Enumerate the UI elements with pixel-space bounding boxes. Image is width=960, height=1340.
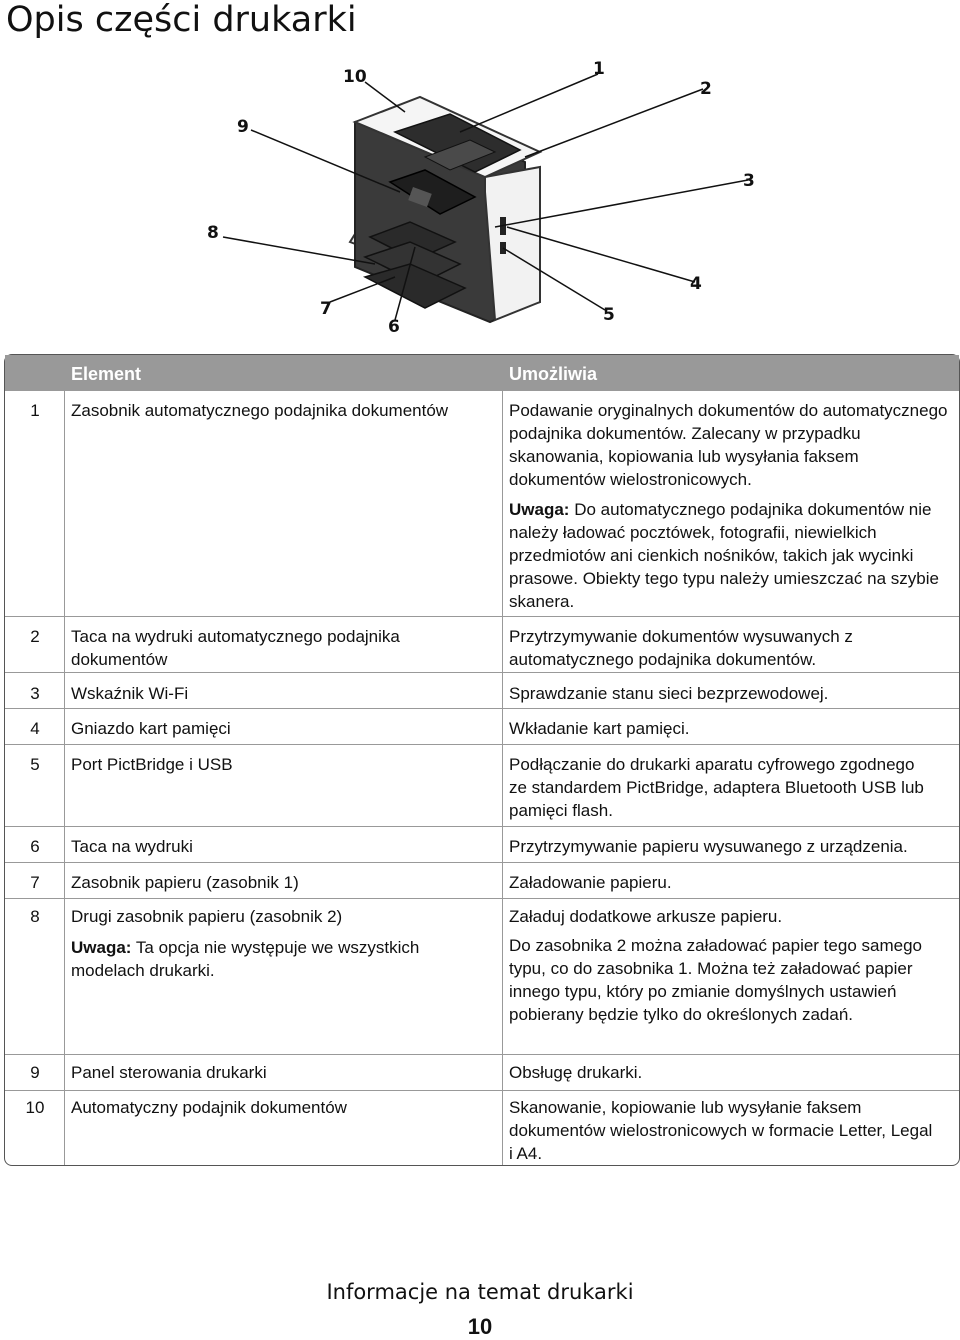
page-number: 10 xyxy=(467,1314,493,1339)
callout-2: 2 xyxy=(700,79,712,99)
row-number: 3 xyxy=(30,684,40,703)
row-purpose: Załaduj dodatkowe arkusze papieru. xyxy=(509,907,783,926)
row-number: 4 xyxy=(30,719,40,738)
note-label: Uwaga: xyxy=(509,500,570,519)
row-number: 6 xyxy=(30,837,40,856)
row-element: Zasobnik automatycznego podajnika dokumentów xyxy=(71,401,449,420)
row-divider xyxy=(5,898,959,899)
row-divider xyxy=(5,1054,959,1055)
row-number: 7 xyxy=(30,873,40,892)
row-element: Panel sterowania drukarki xyxy=(71,1063,267,1082)
row-number: 2 xyxy=(30,627,40,646)
row-element-note xyxy=(71,936,491,982)
callout-5: 5 xyxy=(603,305,615,325)
row-purpose: Skanowanie, kopiowanie lub wysyłanie faksem dokumentów wielostronicowych w formacie Letter, Legal i A4. xyxy=(509,1098,933,1163)
note-label: Uwaga: xyxy=(71,938,132,957)
row-divider xyxy=(5,862,959,863)
row-divider xyxy=(5,1090,959,1091)
row-purpose: Podłączanie do drukarki aparatu cyfrowego zgodnego ze standardem PictBridge, adaptera Bluetooth USB lub pamięci flash. xyxy=(509,755,924,820)
callout-6: 6 xyxy=(388,317,400,337)
row-element: Wskaźnik Wi-Fi xyxy=(71,684,189,703)
parts-table xyxy=(4,354,960,1166)
row-purpose: Przytrzymywanie dokumentów wysuwanych z automatycznego podajnika dokumentów. xyxy=(509,627,853,669)
row-purpose: Sprawdzanie stanu sieci bezprzewodowej. xyxy=(509,684,829,703)
callout-3: 3 xyxy=(743,171,755,191)
note-text: Do automatycznego podajnika dokumentów nie należy ładować pocztówek, fotografii, niewielkich przedmiotów ani cienkich nośników, takich jak wycinki prasowe. Obiekty tego typu należy umieszczać na szybie skanera. xyxy=(509,500,939,611)
row-element: Drugi zasobnik papieru (zasobnik 2) xyxy=(71,907,343,926)
header-purpose: Umożliwia xyxy=(509,364,598,384)
callout-8: 8 xyxy=(207,223,219,243)
note-text: Ta opcja nie występuje we wszystkich modelach drukarki. xyxy=(71,938,420,980)
page-title: Opis części drukarki xyxy=(6,0,357,40)
row-divider xyxy=(5,708,959,709)
row-number: 1 xyxy=(30,401,40,420)
row-element: Automatyczny podajnik dokumentów xyxy=(71,1098,347,1117)
row-divider xyxy=(5,744,959,745)
printer-illustration xyxy=(195,52,755,342)
row-element: Gniazdo kart pamięci xyxy=(71,719,231,738)
row-number: 5 xyxy=(30,755,40,774)
row-divider xyxy=(5,672,959,673)
row-purpose: Podawanie oryginalnych dokumentów do automatycznego podajnika dokumentów. Zalecany w przypadku skanowania, kopiowania lub wysyłania faksem dokumentów wielostronicowych. xyxy=(509,401,948,489)
row-purpose: Załadowanie papieru. xyxy=(509,873,672,892)
row-divider xyxy=(5,616,959,617)
callout-10: 10 xyxy=(343,67,367,87)
column-divider xyxy=(502,391,503,1165)
row-note xyxy=(509,498,955,613)
row-purpose: Wkładanie kart pamięci. xyxy=(509,719,690,738)
header-element: Element xyxy=(71,364,142,384)
row-number: 10 xyxy=(25,1098,45,1117)
row-number: 9 xyxy=(30,1063,40,1082)
callout-7: 7 xyxy=(320,299,332,319)
table-header xyxy=(5,355,959,391)
row-element: Taca na wydruki automatycznego podajnika dokumentów xyxy=(71,627,400,669)
row-element: Taca na wydruki xyxy=(71,837,193,856)
footer-section-title: Informacje na temat drukarki xyxy=(326,1280,634,1304)
row-element: Zasobnik papieru (zasobnik 1) xyxy=(71,873,299,892)
printer-side xyxy=(485,167,540,320)
row-purpose-extra: Do zasobnika 2 można załadować papier tego samego typu, co do zasobnika 1. Można też załadować papier innego typu, który po zmianie domyślnych ustawień pobierany będzie tylko do określonych zadań. xyxy=(509,936,922,1024)
callout-9: 9 xyxy=(237,117,249,137)
row-purpose: Przytrzymywanie papieru wysuwanego z urządzenia. xyxy=(509,837,908,856)
column-divider xyxy=(64,391,65,1165)
row-purpose: Obsługę drukarki. xyxy=(509,1063,643,1082)
callout-1: 1 xyxy=(593,59,605,79)
row-element: Port PictBridge i USB xyxy=(71,755,233,774)
row-number: 8 xyxy=(30,907,40,926)
callout-4: 4 xyxy=(690,274,702,294)
row-divider xyxy=(5,826,959,827)
